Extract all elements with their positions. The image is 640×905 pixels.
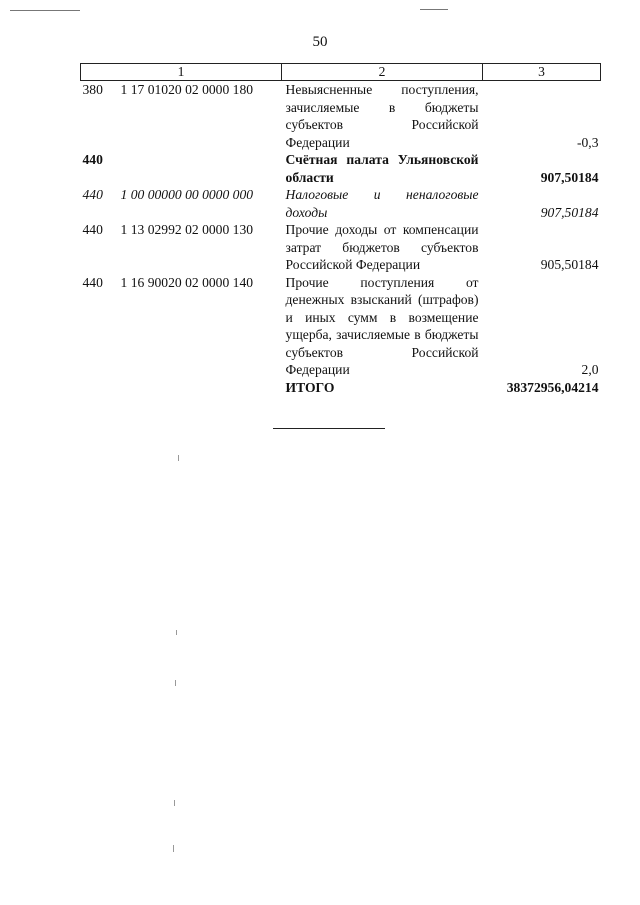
column-header-2: 2 (282, 64, 483, 81)
scan-mark (10, 10, 80, 11)
amount: 907,50184 (540, 204, 599, 220)
budget-code: 1 16 90020 02 0000 140 (120, 274, 254, 290)
total-empty-cell (117, 379, 282, 397)
admin-code: 380 (82, 82, 103, 97)
amount: 2,0 (581, 362, 599, 377)
scan-speck (174, 800, 175, 806)
revenue-name: Невыясненные поступления, зачисляемые в бюджеты субъектов Российской Федерации (285, 82, 479, 150)
admin-code: 440 (82, 187, 103, 202)
table-row (81, 221, 601, 274)
total-empty-cell (81, 379, 117, 397)
budget-table (80, 63, 601, 396)
column-number-header (81, 64, 601, 81)
admin-code: 440 (82, 222, 103, 237)
admin-code: 440 (82, 274, 103, 290)
budget-code: 1 00 00000 00 0000 000 (120, 187, 254, 202)
total-label: ИТОГО (285, 379, 335, 395)
scan-speck (176, 630, 177, 635)
scan-mark (420, 9, 448, 10)
revenue-name: Прочие доходы от компенсации затрат бюджетов субъектов Российской Федерации (285, 222, 479, 272)
budget-code: 1 13 02992 02 0000 130 (120, 222, 254, 237)
amount: 905,50184 (540, 257, 599, 272)
table-row (81, 81, 601, 152)
column-header-1: 1 (81, 64, 282, 81)
revenue-name: Налоговые и неналоговые доходы (285, 187, 479, 220)
amount: -0,3 (576, 134, 599, 150)
budget-code: 1 17 01020 02 0000 180 (120, 82, 254, 97)
revenue-name: Прочие поступления от денежных взысканий (штрафов) и иных сумм в возмещение ущерба, зачисляемые в бюджеты субъектов Российской Федерации (285, 274, 479, 377)
scan-speck (173, 845, 174, 852)
page-number: 50 (312, 34, 328, 50)
admin-code: 440 (82, 152, 103, 167)
budget-code (117, 151, 282, 186)
end-of-table-line (273, 428, 385, 429)
total-amount: 38372956,04214 (506, 379, 599, 395)
total-row (81, 379, 601, 397)
amount: 907,50184 (540, 169, 599, 185)
scan-speck (178, 455, 179, 461)
revenue-name: Счётная палата Ульяновской области (285, 152, 479, 185)
table-row (81, 274, 601, 379)
column-header-3: 3 (483, 64, 601, 81)
table-row (81, 186, 601, 221)
scan-speck (175, 680, 176, 686)
table-row (81, 151, 601, 186)
